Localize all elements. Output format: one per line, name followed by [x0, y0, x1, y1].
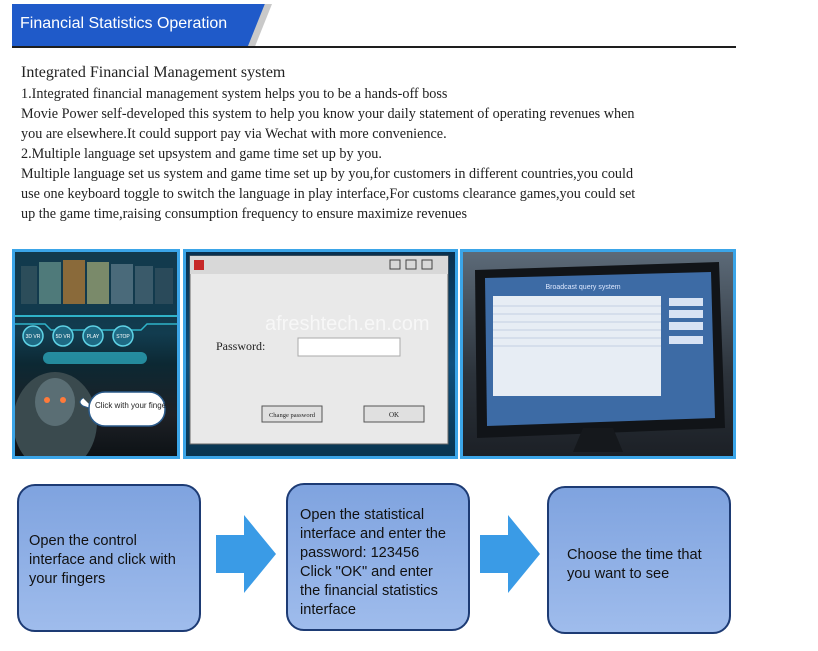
step-2-box [286, 483, 470, 631]
play-label: PLAY [86, 334, 100, 340]
password-input[interactable] [298, 338, 400, 356]
dialog-titlebar [190, 256, 448, 274]
step-1-text: Open the control interface and click with your fingers [29, 533, 176, 587]
app-icon [194, 260, 204, 270]
bubble-text: Click with your fingers [95, 401, 173, 410]
password-dialog-illustration [186, 252, 455, 456]
intro-line: Movie Power self-developed this system to help you know your daily statement of operating revenues when [21, 106, 635, 122]
arrow-right-icon [216, 515, 276, 593]
control-interface-illustration [15, 252, 177, 456]
step-3-box [547, 486, 731, 634]
intro-line: Multiple language set us system and game time set up by you,for customers in different countries,you could [21, 166, 634, 182]
movie-thumbnail[interactable] [63, 260, 85, 304]
query-system-title: Broadcast query system [545, 284, 621, 291]
status-bar [43, 352, 147, 364]
arrow-right-icon [480, 515, 540, 593]
header-divider [12, 46, 736, 48]
control-interface-photo [12, 249, 180, 459]
password-label: Password: [216, 339, 266, 353]
ok-label: OK [388, 411, 400, 419]
step-1-box [17, 484, 201, 632]
statistics-screen-photo [460, 249, 736, 459]
watermark: afreshtech.en.com [265, 313, 430, 335]
warrior-eye [60, 397, 66, 403]
password-dialog-photo [183, 249, 458, 459]
intro-line: 1.Integrated financial management system helps you to be a hands-off boss [21, 86, 448, 102]
intro-heading: Integrated Financial Management system [21, 64, 286, 81]
query-button[interactable] [669, 322, 703, 330]
movie-thumbnail[interactable] [111, 264, 133, 304]
change-password-label: Change password [268, 412, 316, 419]
intro-line: you are elsewhere.It could support pay via Wechat with more convenience. [21, 126, 447, 142]
warrior-eye [44, 397, 50, 403]
query-button[interactable] [669, 298, 703, 306]
step-3-text: Choose the time that you want to see [567, 547, 702, 582]
movie-thumbnail[interactable] [135, 266, 153, 304]
intro-line: use one keyboard toggle to switch the language in play interface,For customs clearance games,you could set [21, 186, 636, 202]
stop-label: STOP [116, 334, 130, 340]
mode-buttons [23, 326, 133, 346]
movie-thumbnail[interactable] [87, 262, 109, 304]
intro-line: 2.Multiple language set upsystem and game time set up by you. [21, 146, 382, 162]
intro-text-block [21, 62, 781, 224]
page-title: Financial Statistics Operation [20, 15, 228, 32]
movie-thumbnail[interactable] [39, 262, 61, 304]
step-2-text: Open the statistical interface and enter the password: 123456 Click "OK" and enter the financial statistics interface [300, 507, 447, 618]
query-button[interactable] [669, 310, 703, 318]
5d-vr-label: 5D VR [55, 334, 71, 340]
statistics-monitor-illustration [463, 252, 733, 456]
movie-thumbnail[interactable] [21, 266, 37, 304]
query-button[interactable] [669, 336, 703, 344]
movie-thumbnail[interactable] [155, 268, 173, 304]
3d-vr-label: 3D VR [25, 334, 41, 340]
warrior-head [35, 378, 75, 426]
intro-line: up the game time,raising consumption frequency to ensure maximize revenues [21, 206, 467, 222]
